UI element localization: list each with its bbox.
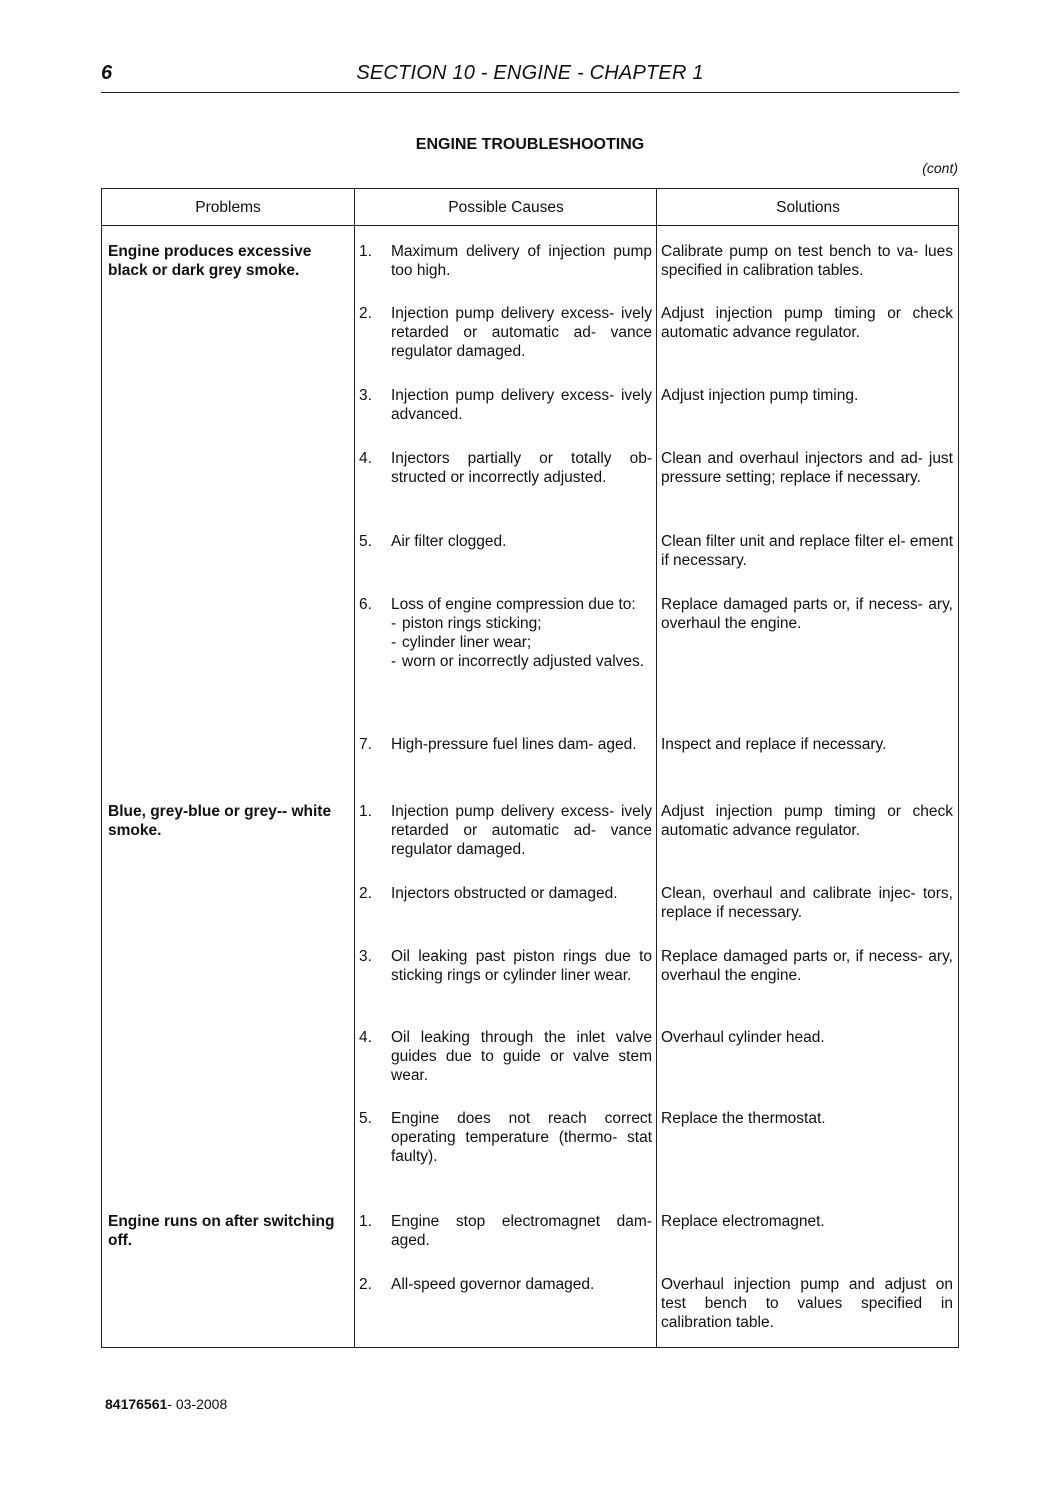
cause-item xyxy=(359,1212,652,1250)
cause-text: Engine stop electromagnet dam- aged. xyxy=(391,1213,652,1249)
column-header-solutions: Solutions xyxy=(776,199,840,216)
solution-text: Overhaul injection pump and adjust on test bench to values specified in calibration table. xyxy=(661,1276,953,1331)
cause-text: Injectors partially or totally ob- structed or incorrectly adjusted. xyxy=(391,450,652,486)
header-divider xyxy=(102,225,958,226)
cause-item xyxy=(359,449,652,487)
cause-text: All-speed governor damaged. xyxy=(391,1276,595,1293)
cause-item xyxy=(359,884,652,903)
solution-text: Adjust injection pump timing. xyxy=(661,387,859,404)
cause-number: 7. xyxy=(359,736,372,753)
problem-black-smoke: Engine produces excessive black or dark grey smoke. xyxy=(108,243,312,279)
column-header-problems: Problems xyxy=(195,199,261,216)
solution-text: Adjust injection pump timing or check automatic advance regulator. xyxy=(661,803,953,839)
cause-item xyxy=(359,1275,652,1294)
page-number: 6 xyxy=(101,62,113,84)
document-code: 84176561 xyxy=(105,1396,168,1412)
cause-item xyxy=(359,947,652,985)
cause-text: Injectors obstructed or damaged. xyxy=(391,885,618,902)
cause-number: 5. xyxy=(359,1110,372,1127)
solution-text: Replace damaged parts or, if necess- ary, overhaul the engine. xyxy=(661,596,953,632)
page-header xyxy=(101,62,959,93)
cause-text xyxy=(391,595,652,671)
cause-text: Injection pump delivery excess- ively retarded or automatic ad- vance regulator damaged. xyxy=(391,803,652,858)
solution-text: Clean, overhaul and calibrate injec- tors, replace if necessary. xyxy=(661,885,953,921)
troubleshooting-table xyxy=(101,188,959,1348)
cause-subitem-text: cylinder liner wear; xyxy=(402,634,532,651)
continuation-note: (cont) xyxy=(922,160,958,176)
document-title: ENGINE TROUBLESHOOTING xyxy=(415,136,645,153)
solution-text: Inspect and replace if necessary. xyxy=(661,736,887,753)
cause-number: 1. xyxy=(359,803,372,820)
column-divider xyxy=(354,189,355,1347)
column-header-causes: Possible Causes xyxy=(448,199,564,216)
solution-text: Calibrate pump on test bench to va- lues specified in calibration tables. xyxy=(661,243,953,279)
cause-text: High-pressure fuel lines dam- aged. xyxy=(391,736,637,753)
cause-text: Oil leaking through the inlet valve guides due to guide or valve stem wear. xyxy=(391,1029,652,1084)
cause-text: Air filter clogged. xyxy=(391,533,507,550)
section-title: SECTION 10 - ENGINE - CHAPTER 1 xyxy=(356,62,704,84)
cause-number: 2. xyxy=(359,885,372,902)
solution-text: Replace the thermostat. xyxy=(661,1110,826,1127)
solution-text: Replace electromagnet. xyxy=(661,1213,825,1230)
cause-subitem: - worn or incorrectly adjusted valves. xyxy=(391,653,645,670)
problem-blue-smoke: Blue, grey-blue or grey-- white smoke. xyxy=(108,803,332,839)
cause-text: Oil leaking past piston rings due to sticking rings or cylinder liner wear. xyxy=(391,948,652,984)
cause-number: 1. xyxy=(359,243,372,260)
cause-text: Maximum delivery of injection pump too high. xyxy=(391,243,652,279)
cause-item xyxy=(359,802,652,859)
solution-text: Clean and overhaul injectors and ad- just pressure setting; replace if necessary. xyxy=(661,450,953,486)
problem-runs-on: Engine runs on after switching off. xyxy=(108,1213,335,1249)
cause-subitem: - cylinder liner wear; xyxy=(391,634,532,651)
cause-subitem-text: worn or incorrectly adjusted valves. xyxy=(402,653,645,670)
cause-intro: Loss of engine compression due to: xyxy=(391,596,636,613)
cause-number: 4. xyxy=(359,450,372,467)
cause-item xyxy=(359,595,652,671)
cause-number: 2. xyxy=(359,1276,372,1293)
solution-text: Overhaul cylinder head. xyxy=(661,1029,825,1046)
cause-subitem-text: piston rings sticking; xyxy=(402,615,542,632)
cause-item xyxy=(359,1109,652,1166)
cause-text: Injection pump delivery excess- ively retarded or automatic ad- vance regulator damaged. xyxy=(391,305,652,360)
page-footer xyxy=(105,1396,227,1412)
cause-number: 6. xyxy=(359,596,372,613)
cause-number: 4. xyxy=(359,1029,372,1046)
cause-item xyxy=(359,386,652,424)
cause-text: Injection pump delivery excess- ively advanced. xyxy=(391,387,652,423)
solution-text: Adjust injection pump timing or check automatic advance regulator. xyxy=(661,305,953,341)
cause-item xyxy=(359,532,652,551)
column-divider xyxy=(656,189,657,1347)
cause-text: Engine does not reach correct operating temperature (thermo- stat faulty). xyxy=(391,1110,652,1165)
cause-number: 3. xyxy=(359,387,372,404)
cause-item xyxy=(359,242,652,280)
cause-item xyxy=(359,735,652,754)
cause-item xyxy=(359,1028,652,1085)
cause-number: 5. xyxy=(359,533,372,550)
solution-text: Clean filter unit and replace filter el- ement if necessary. xyxy=(661,533,953,569)
cause-item xyxy=(359,304,652,361)
cause-number: 3. xyxy=(359,948,372,965)
cause-subitem: - piston rings sticking; xyxy=(391,615,542,632)
solution-text: Replace damaged parts or, if necess- ary, overhaul the engine. xyxy=(661,948,953,984)
cause-number: 1. xyxy=(359,1213,372,1230)
cause-number: 2. xyxy=(359,305,372,322)
document-date: - 03-2008 xyxy=(167,1396,228,1412)
